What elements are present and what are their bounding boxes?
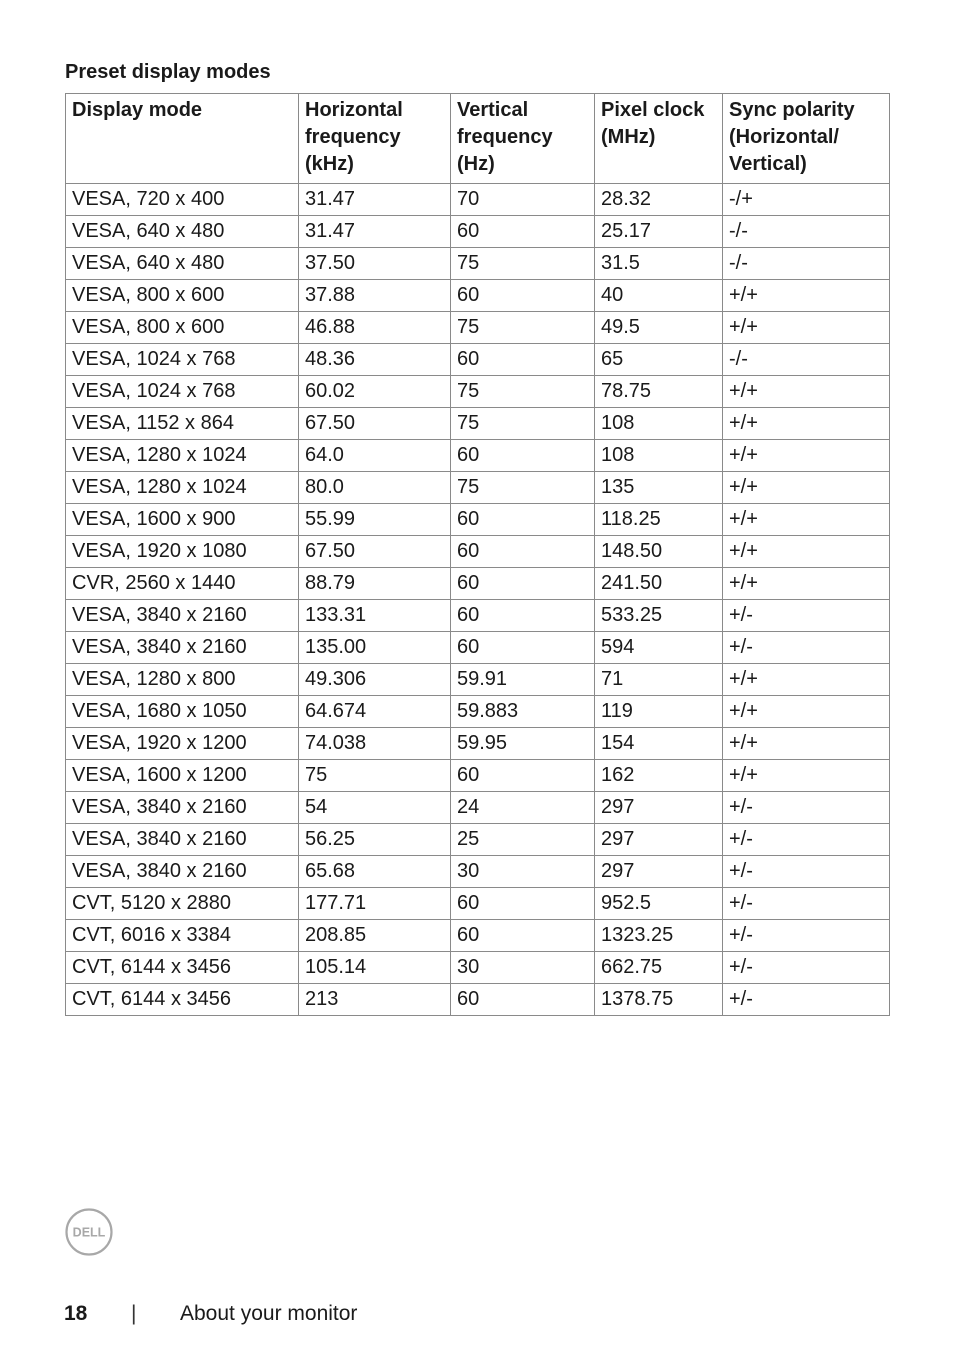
cell-sync-polarity: +/- bbox=[723, 952, 890, 984]
cell-sync-polarity: +/+ bbox=[723, 472, 890, 504]
cell-vertical-frequency: 60 bbox=[451, 504, 595, 536]
table-row bbox=[66, 696, 890, 728]
table-row bbox=[66, 568, 890, 600]
cell-vertical-frequency: 30 bbox=[451, 856, 595, 888]
table-row bbox=[66, 856, 890, 888]
preset-display-modes-table bbox=[65, 93, 890, 1016]
cell-sync-polarity: +/- bbox=[723, 920, 890, 952]
table-row bbox=[66, 344, 890, 376]
cell-horizontal-frequency: 208.85 bbox=[299, 920, 451, 952]
cell-display-mode: VESA, 640 x 480 bbox=[66, 248, 299, 280]
cell-display-mode: VESA, 1680 x 1050 bbox=[66, 696, 299, 728]
cell-sync-polarity: +/+ bbox=[723, 376, 890, 408]
cell-horizontal-frequency: 80.0 bbox=[299, 472, 451, 504]
page-number: 18 bbox=[64, 1302, 88, 1325]
cell-vertical-frequency: 25 bbox=[451, 824, 595, 856]
header-pixel-clock: Pixel clock (MHz) bbox=[595, 94, 723, 184]
cell-sync-polarity: -/+ bbox=[723, 184, 890, 216]
cell-display-mode: VESA, 1280 x 800 bbox=[66, 664, 299, 696]
cell-vertical-frequency: 75 bbox=[451, 248, 595, 280]
cell-vertical-frequency: 60 bbox=[451, 760, 595, 792]
cell-pixel-clock: 594 bbox=[595, 632, 723, 664]
cell-horizontal-frequency: 46.88 bbox=[299, 312, 451, 344]
table-row bbox=[66, 280, 890, 312]
cell-horizontal-frequency: 65.68 bbox=[299, 856, 451, 888]
cell-display-mode: VESA, 800 x 600 bbox=[66, 312, 299, 344]
cell-horizontal-frequency: 55.99 bbox=[299, 504, 451, 536]
cell-display-mode: VESA, 720 x 400 bbox=[66, 184, 299, 216]
table-row bbox=[66, 440, 890, 472]
cell-sync-polarity: +/+ bbox=[723, 536, 890, 568]
cell-sync-polarity: +/+ bbox=[723, 696, 890, 728]
cell-display-mode: CVT, 6144 x 3456 bbox=[66, 952, 299, 984]
table-row bbox=[66, 728, 890, 760]
cell-vertical-frequency: 60 bbox=[451, 568, 595, 600]
cell-display-mode: VESA, 1920 x 1080 bbox=[66, 536, 299, 568]
dell-logo-icon bbox=[65, 1208, 113, 1256]
cell-display-mode: CVR, 2560 x 1440 bbox=[66, 568, 299, 600]
cell-sync-polarity: +/+ bbox=[723, 312, 890, 344]
cell-display-mode: VESA, 800 x 600 bbox=[66, 280, 299, 312]
cell-display-mode: CVT, 5120 x 2880 bbox=[66, 888, 299, 920]
table-row bbox=[66, 920, 890, 952]
cell-sync-polarity: -/- bbox=[723, 216, 890, 248]
cell-horizontal-frequency: 177.71 bbox=[299, 888, 451, 920]
cell-display-mode: VESA, 3840 x 2160 bbox=[66, 792, 299, 824]
cell-display-mode: VESA, 3840 x 2160 bbox=[66, 856, 299, 888]
cell-horizontal-frequency: 37.88 bbox=[299, 280, 451, 312]
cell-sync-polarity: -/- bbox=[723, 248, 890, 280]
table-row bbox=[66, 312, 890, 344]
cell-pixel-clock: 118.25 bbox=[595, 504, 723, 536]
cell-pixel-clock: 49.5 bbox=[595, 312, 723, 344]
table-row bbox=[66, 472, 890, 504]
cell-display-mode: VESA, 3840 x 2160 bbox=[66, 632, 299, 664]
table-row bbox=[66, 824, 890, 856]
cell-vertical-frequency: 60 bbox=[451, 536, 595, 568]
cell-pixel-clock: 148.50 bbox=[595, 536, 723, 568]
cell-pixel-clock: 25.17 bbox=[595, 216, 723, 248]
table-row bbox=[66, 792, 890, 824]
cell-pixel-clock: 662.75 bbox=[595, 952, 723, 984]
cell-sync-polarity: +/+ bbox=[723, 280, 890, 312]
cell-horizontal-frequency: 105.14 bbox=[299, 952, 451, 984]
footer-separator: | bbox=[131, 1302, 137, 1325]
cell-sync-polarity: +/- bbox=[723, 600, 890, 632]
table-row bbox=[66, 600, 890, 632]
chapter-title: About your monitor bbox=[180, 1302, 358, 1325]
cell-vertical-frequency: 59.91 bbox=[451, 664, 595, 696]
cell-vertical-frequency: 75 bbox=[451, 312, 595, 344]
cell-horizontal-frequency: 67.50 bbox=[299, 536, 451, 568]
table-row bbox=[66, 216, 890, 248]
cell-horizontal-frequency: 31.47 bbox=[299, 216, 451, 248]
cell-display-mode: VESA, 640 x 480 bbox=[66, 216, 299, 248]
cell-pixel-clock: 533.25 bbox=[595, 600, 723, 632]
cell-pixel-clock: 71 bbox=[595, 664, 723, 696]
cell-sync-polarity: -/- bbox=[723, 344, 890, 376]
table-row bbox=[66, 248, 890, 280]
cell-horizontal-frequency: 48.36 bbox=[299, 344, 451, 376]
table-header-row bbox=[66, 94, 890, 184]
table-row bbox=[66, 664, 890, 696]
header-horizontal-frequency: Horizontal frequency (kHz) bbox=[299, 94, 451, 184]
cell-display-mode: VESA, 1920 x 1200 bbox=[66, 728, 299, 760]
cell-horizontal-frequency: 213 bbox=[299, 984, 451, 1016]
cell-sync-polarity: +/+ bbox=[723, 728, 890, 760]
cell-sync-polarity: +/- bbox=[723, 888, 890, 920]
cell-sync-polarity: +/- bbox=[723, 856, 890, 888]
table-row bbox=[66, 408, 890, 440]
cell-sync-polarity: +/- bbox=[723, 824, 890, 856]
cell-pixel-clock: 135 bbox=[595, 472, 723, 504]
cell-vertical-frequency: 60 bbox=[451, 888, 595, 920]
cell-vertical-frequency: 75 bbox=[451, 472, 595, 504]
cell-display-mode: VESA, 1024 x 768 bbox=[66, 344, 299, 376]
cell-horizontal-frequency: 88.79 bbox=[299, 568, 451, 600]
cell-horizontal-frequency: 54 bbox=[299, 792, 451, 824]
cell-horizontal-frequency: 49.306 bbox=[299, 664, 451, 696]
cell-display-mode: VESA, 1600 x 900 bbox=[66, 504, 299, 536]
cell-pixel-clock: 65 bbox=[595, 344, 723, 376]
cell-vertical-frequency: 60 bbox=[451, 344, 595, 376]
cell-pixel-clock: 31.5 bbox=[595, 248, 723, 280]
cell-vertical-frequency: 60 bbox=[451, 632, 595, 664]
cell-pixel-clock: 1378.75 bbox=[595, 984, 723, 1016]
cell-horizontal-frequency: 37.50 bbox=[299, 248, 451, 280]
cell-display-mode: VESA, 1280 x 1024 bbox=[66, 472, 299, 504]
cell-horizontal-frequency: 67.50 bbox=[299, 408, 451, 440]
cell-display-mode: VESA, 3840 x 2160 bbox=[66, 600, 299, 632]
cell-pixel-clock: 108 bbox=[595, 408, 723, 440]
table-body bbox=[66, 184, 890, 1016]
section-title: Preset display modes bbox=[65, 61, 271, 83]
cell-display-mode: VESA, 1600 x 1200 bbox=[66, 760, 299, 792]
table-row bbox=[66, 952, 890, 984]
cell-horizontal-frequency: 74.038 bbox=[299, 728, 451, 760]
cell-sync-polarity: +/+ bbox=[723, 504, 890, 536]
cell-vertical-frequency: 30 bbox=[451, 952, 595, 984]
cell-sync-polarity: +/- bbox=[723, 792, 890, 824]
table-row bbox=[66, 536, 890, 568]
cell-pixel-clock: 297 bbox=[595, 792, 723, 824]
cell-vertical-frequency: 24 bbox=[451, 792, 595, 824]
table-row bbox=[66, 984, 890, 1016]
cell-vertical-frequency: 60 bbox=[451, 920, 595, 952]
cell-display-mode: VESA, 1280 x 1024 bbox=[66, 440, 299, 472]
cell-sync-polarity: +/+ bbox=[723, 440, 890, 472]
cell-horizontal-frequency: 75 bbox=[299, 760, 451, 792]
cell-pixel-clock: 297 bbox=[595, 824, 723, 856]
cell-vertical-frequency: 70 bbox=[451, 184, 595, 216]
cell-pixel-clock: 241.50 bbox=[595, 568, 723, 600]
header-display-mode: Display mode bbox=[66, 94, 299, 184]
table-row bbox=[66, 888, 890, 920]
cell-pixel-clock: 952.5 bbox=[595, 888, 723, 920]
cell-pixel-clock: 108 bbox=[595, 440, 723, 472]
cell-horizontal-frequency: 64.674 bbox=[299, 696, 451, 728]
header-vertical-frequency: Vertical frequency (Hz) bbox=[451, 94, 595, 184]
table-row bbox=[66, 504, 890, 536]
cell-vertical-frequency: 60 bbox=[451, 280, 595, 312]
cell-display-mode: CVT, 6144 x 3456 bbox=[66, 984, 299, 1016]
cell-horizontal-frequency: 31.47 bbox=[299, 184, 451, 216]
cell-horizontal-frequency: 60.02 bbox=[299, 376, 451, 408]
cell-pixel-clock: 78.75 bbox=[595, 376, 723, 408]
cell-display-mode: VESA, 1024 x 768 bbox=[66, 376, 299, 408]
cell-sync-polarity: +/+ bbox=[723, 408, 890, 440]
cell-pixel-clock: 40 bbox=[595, 280, 723, 312]
table-row bbox=[66, 760, 890, 792]
cell-vertical-frequency: 60 bbox=[451, 440, 595, 472]
cell-display-mode: CVT, 6016 x 3384 bbox=[66, 920, 299, 952]
dell-logo-text: DELL bbox=[72, 1225, 106, 1240]
cell-horizontal-frequency: 133.31 bbox=[299, 600, 451, 632]
cell-horizontal-frequency: 56.25 bbox=[299, 824, 451, 856]
cell-vertical-frequency: 75 bbox=[451, 376, 595, 408]
cell-horizontal-frequency: 64.0 bbox=[299, 440, 451, 472]
cell-sync-polarity: +/+ bbox=[723, 760, 890, 792]
cell-display-mode: VESA, 3840 x 2160 bbox=[66, 824, 299, 856]
cell-pixel-clock: 154 bbox=[595, 728, 723, 760]
header-sync-polarity: Sync polarity (Horizontal/ Vertical) bbox=[723, 94, 890, 184]
cell-vertical-frequency: 60 bbox=[451, 600, 595, 632]
page-footer bbox=[0, 1302, 954, 1330]
cell-sync-polarity: +/- bbox=[723, 632, 890, 664]
table-row bbox=[66, 184, 890, 216]
table-row bbox=[66, 632, 890, 664]
cell-vertical-frequency: 75 bbox=[451, 408, 595, 440]
cell-vertical-frequency: 60 bbox=[451, 984, 595, 1016]
cell-sync-polarity: +/- bbox=[723, 984, 890, 1016]
table-row bbox=[66, 376, 890, 408]
cell-vertical-frequency: 59.883 bbox=[451, 696, 595, 728]
cell-pixel-clock: 28.32 bbox=[595, 184, 723, 216]
cell-sync-polarity: +/+ bbox=[723, 568, 890, 600]
cell-sync-polarity: +/+ bbox=[723, 664, 890, 696]
cell-pixel-clock: 119 bbox=[595, 696, 723, 728]
cell-vertical-frequency: 59.95 bbox=[451, 728, 595, 760]
cell-pixel-clock: 1323.25 bbox=[595, 920, 723, 952]
cell-vertical-frequency: 60 bbox=[451, 216, 595, 248]
cell-pixel-clock: 162 bbox=[595, 760, 723, 792]
cell-horizontal-frequency: 135.00 bbox=[299, 632, 451, 664]
cell-display-mode: VESA, 1152 x 864 bbox=[66, 408, 299, 440]
cell-pixel-clock: 297 bbox=[595, 856, 723, 888]
